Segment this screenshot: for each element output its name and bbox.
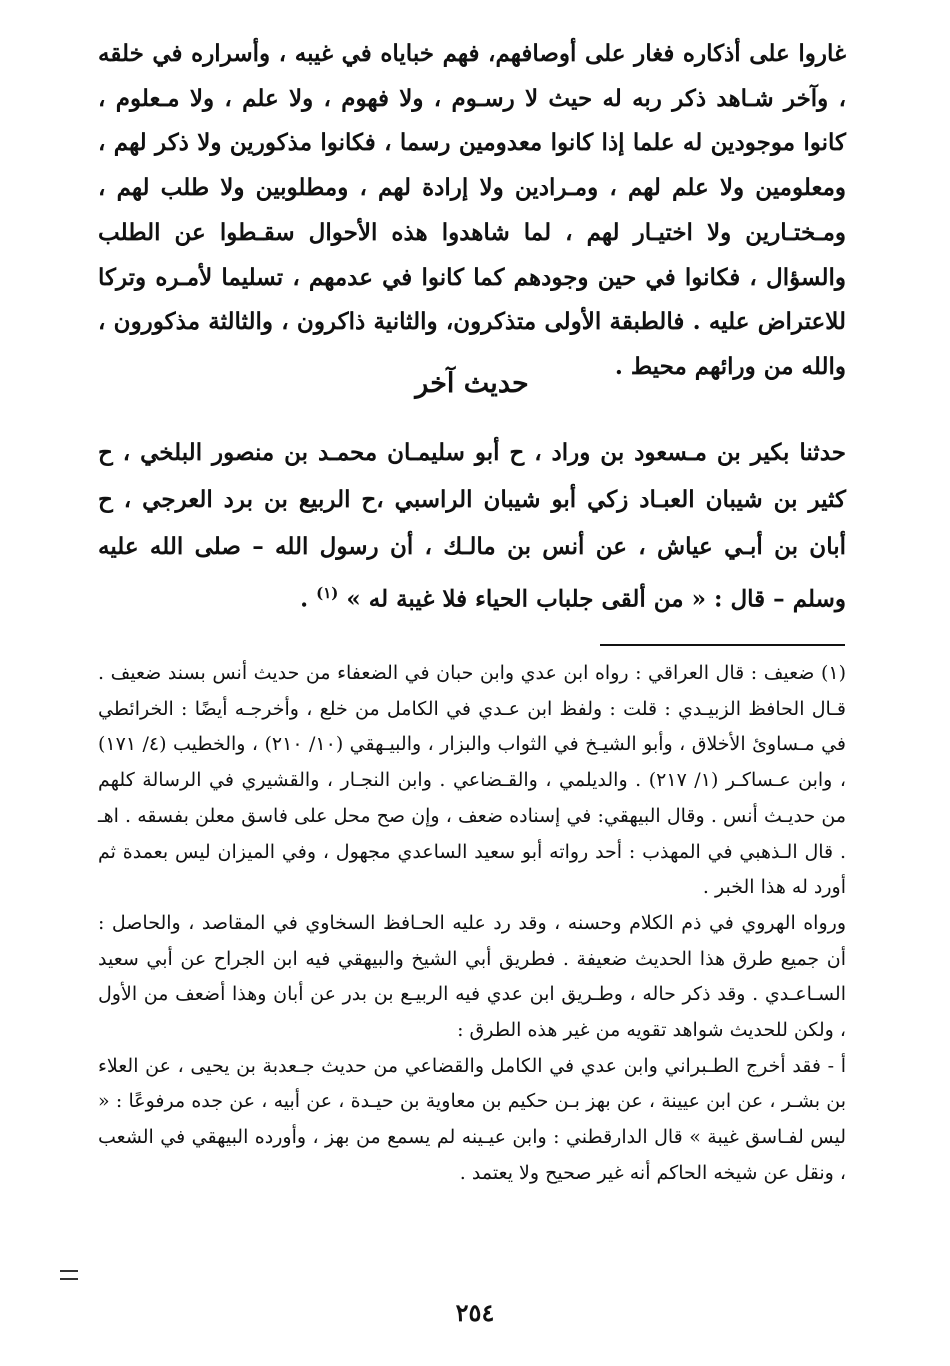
margin-mark: [60, 1270, 78, 1280]
hadith-paragraph: [98, 429, 846, 623]
page-number: ٢٥٤: [455, 1298, 495, 1327]
main-text-block: [98, 32, 846, 390]
footnotes-block: [98, 656, 846, 1192]
hadith-block: [98, 429, 846, 623]
hadith-end: .: [300, 585, 317, 613]
section-heading: حديث آخر: [415, 368, 529, 399]
main-paragraph: غاروا على أذكاره فغار على أوصافهم، فهم خباياه في غيبه ، وأسراره في خلقه ، وآخر شـاهد ذكر ربه له حيث لا رسـوم ، ولا فهوم ، ولا علم ، ولا مـعلوم ، كانوا موجودين له علما إذا كانوا معدومين رسما ، فكانوا مذكورين ولا ذكر لهم ، ومعلومين ولا علم لهم ، ومـرادين ولا إرادة لهم ، ومطلوبين ولا طلب لهم ، ومـختـارين ولا اختيـار لهم ، لما شاهدوا هذه الأحوال سقـطوا عن الطلب والسؤال ، فكانوا في حين وجودهم كما كانوا في عدمهم ، تسليما لأمـره وتركا للاعتراض عليه . فالطبقة الأولى متذكرون، والثانية ذاكرون ، والثالثة مذكورون ، والله من ورائهم محيط .: [98, 40, 846, 380]
footnote-paragraph: ورواه الهروي في ذم الكلام وحسنه ، وقد رد عليه الحـافظ السخاوي في المقاصد ، والحاصل : أن جميع طرق هذا الحديث ضعيفة . فطريق أبي الشيخ والبيهقي فيه ابن الجراح عن أبي سعيد السـاعـدي . وقد ذكر حاله ، وطـريق ابن عدي فيه الربيـع بن بدر عن أبان وهذا أضعف من الأول ، ولكن للحديث شواهد تقويه من غير هذه الطرق :: [98, 911, 846, 1042]
hadith-quote: « من ألقى جلباب الحياء فلا غيبة له »: [338, 585, 706, 613]
footnote-divider: [600, 644, 845, 646]
footnote-paragraph: (١) ضعيف : قال العراقي : رواه ابن عدي وابن حبان في الضعفاء من حديث أنس بسند ضعيف . قـال الحافظ الزبيـدي : قلت : ولفظ ابن عـدي في الكامل من خلع ، وأخرجـه أيضًا : الخرائطي في مـساوئ الأخلاق ، وأبو الشيـخ في الثواب والبزار ، والبيـهقي (١٠/ ٢١٠) ، والخطيب (٤/ ١٧١) ، وابن عـساكـر (١/ ٢١٧) . والديلمي ، والقـضاعي . وابن النجـار ، والقشيري في الرسالة كلهم من حديـث أنس . وقال البيهقي: في إسناده ضعف ، وإن صح محل على فاسق معلن بفسقه . اهـ . قال الـذهبي في المهذب : أحد رواته أبو سعيد الساعدي مجهول ، وفي الميزان ليس بعمدة ثم أورد له هذا الخبر .: [98, 662, 847, 899]
footnote-paragraph: أ - فقد أخرج الطـبراني وابن عدي في الكامل والقضاعي من حديث جـعدبة بن يحيى ، عن العلاء بن بشـر ، عن ابن عيينة ، عن بهز بـن حكيم بن معاوية بن حيـدة ، عن أبيه ، عن جده مرفوعًا : « ليس لفـاسق غيبة » قال الدارقطني : وابن عيـينه لم يسمع من بهز ، وأورده البيهقي في الشعب ، ونقل عن شيخه الحاكم أنه غير صحيح ولا يعتمد .: [98, 1054, 846, 1184]
hadith-chain: حدثنا بكير بن مـسعود بن وراد ، ح أبو سليمـان محمـد بن منصور البلخي ، ح كثير بن شيبان العبـاد زكي أبو شيبان الراسبي ،ح الربيع بن برد العرجي ، ح أبان بن أبـي عياش ، عن أنس بن مالـك ، أن رسول الله – صلى الله عليه وسلم – قال :: [98, 439, 846, 613]
footnote-marker[interactable]: (١): [316, 584, 339, 602]
